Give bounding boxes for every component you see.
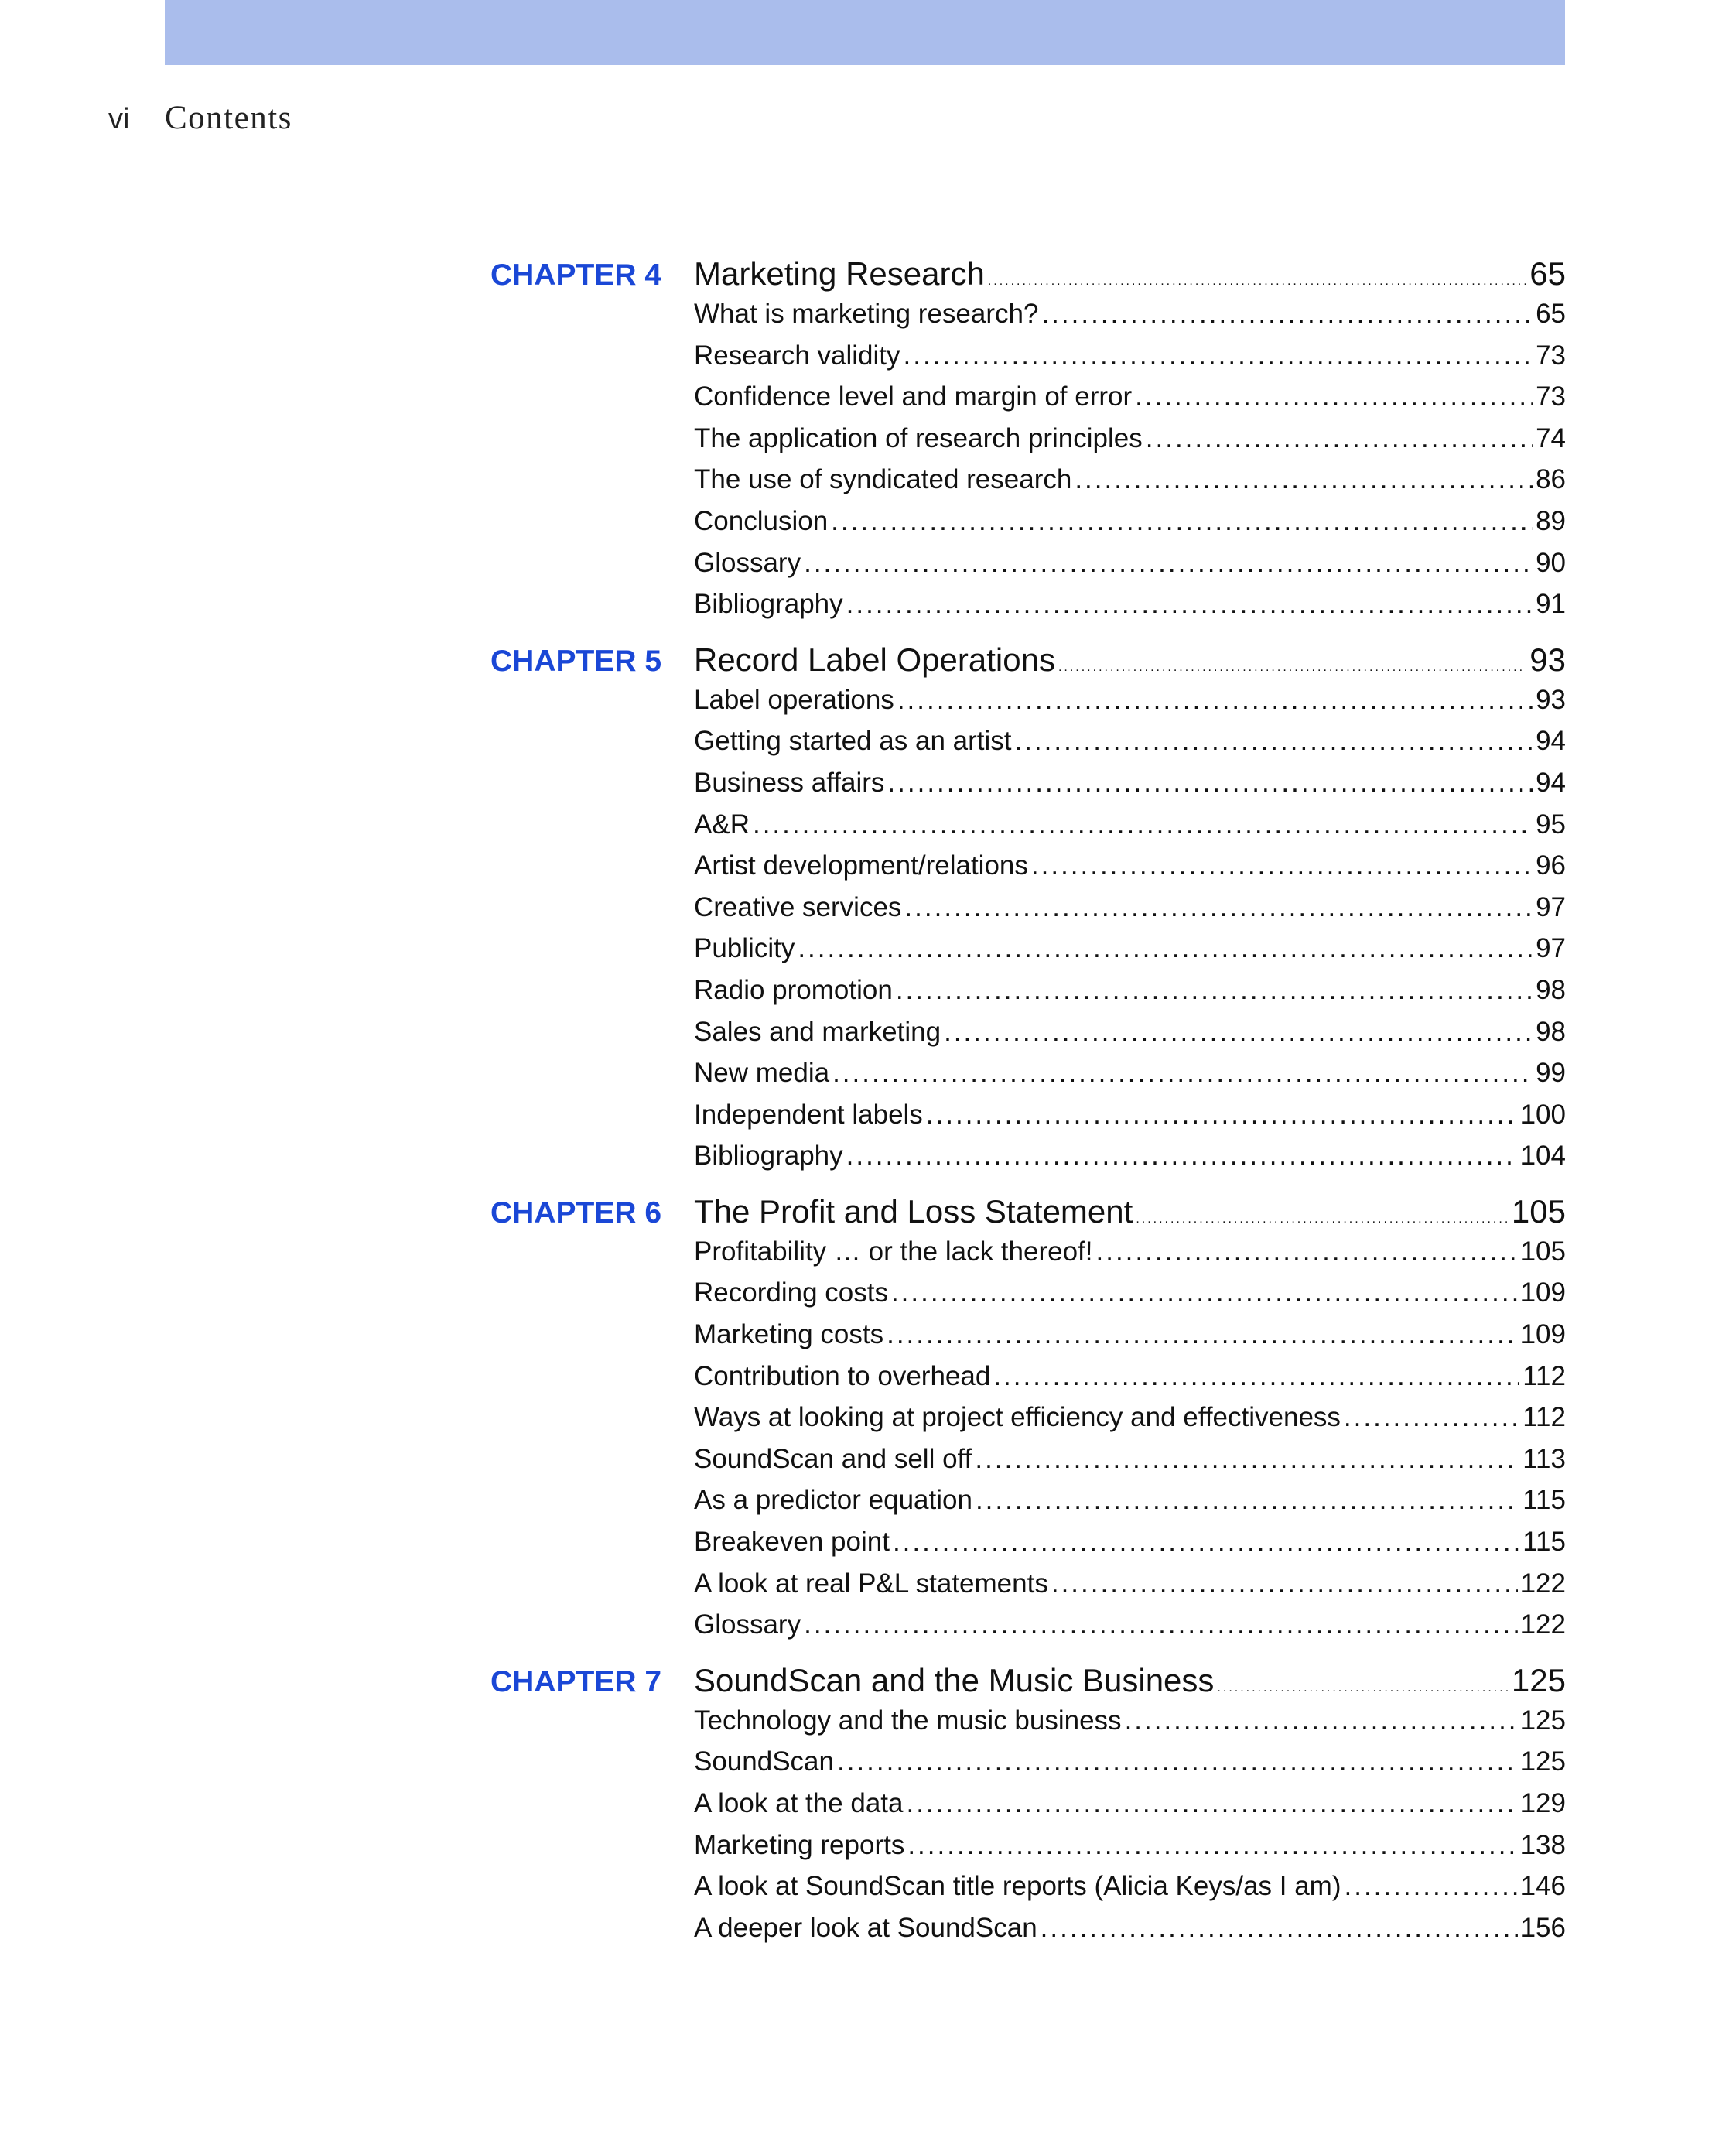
section-entry[interactable] <box>694 1746 1566 1788</box>
section-entry[interactable] <box>694 1058 1566 1100</box>
section-page-number: 94 <box>1536 726 1566 757</box>
dot-leader <box>975 1444 1519 1475</box>
running-head <box>108 99 292 145</box>
dot-leader <box>798 933 1533 964</box>
section-page-number: 98 <box>1536 1016 1566 1047</box>
section-entry[interactable] <box>694 1236 1566 1278</box>
section-entry[interactable] <box>694 1100 1566 1141</box>
section-page-number: 97 <box>1536 933 1566 964</box>
section-title: What is marketing research? <box>694 299 1039 329</box>
section-entry[interactable] <box>694 933 1566 975</box>
section-entry[interactable] <box>694 1871 1566 1913</box>
dot-leader <box>1146 423 1533 454</box>
section-title: Contribution to overhead <box>694 1360 991 1391</box>
section-page-number: 109 <box>1520 1319 1566 1350</box>
dot-leader <box>1031 850 1533 881</box>
section-page-number: 113 <box>1522 1443 1566 1474</box>
section-page-number: 112 <box>1522 1360 1566 1391</box>
section-title: SoundScan and sell off <box>694 1443 972 1474</box>
section-page-number: 86 <box>1536 464 1566 495</box>
chapter-title: SoundScan and the Music Business <box>694 1661 1215 1698</box>
dot-leader <box>1135 381 1533 412</box>
section-entry[interactable] <box>694 892 1566 934</box>
dot-leader <box>1217 1681 1509 1695</box>
dot-leader <box>837 1746 1518 1777</box>
dot-leader <box>907 1830 1517 1861</box>
section-page-number: 91 <box>1536 589 1566 620</box>
section-title: Creative services <box>694 891 902 922</box>
section-entry[interactable] <box>694 1788 1566 1830</box>
section-page-number: 115 <box>1522 1485 1566 1516</box>
section-title: A look at the data <box>694 1788 904 1818</box>
section-entry[interactable] <box>694 548 1566 590</box>
section-page-number: 73 <box>1536 340 1566 371</box>
chapter-label: CHAPTER 5 <box>490 644 662 678</box>
section-entry[interactable] <box>694 464 1566 506</box>
section-entry[interactable] <box>694 1830 1566 1872</box>
section-title: Label operations <box>694 684 894 715</box>
section-title: Glossary <box>694 1609 801 1640</box>
section-entry[interactable] <box>694 809 1566 851</box>
dot-leader <box>988 275 1526 289</box>
section-entry[interactable] <box>694 768 1566 809</box>
dot-leader <box>804 1609 1518 1640</box>
section-title: A look at real P&L statements <box>694 1568 1048 1599</box>
section-page-number: 89 <box>1536 505 1566 536</box>
section-page-number: 122 <box>1520 1609 1566 1640</box>
section-page-number: 99 <box>1536 1058 1566 1089</box>
section-entry[interactable] <box>694 299 1566 340</box>
section-title: Independent labels <box>694 1099 923 1130</box>
section-entry[interactable] <box>694 1609 1566 1651</box>
section-entry[interactable] <box>694 506 1566 548</box>
chapter-title: Marketing Research <box>694 255 985 292</box>
section-title: Getting started as an artist <box>694 726 1012 757</box>
dot-leader <box>944 1017 1533 1048</box>
section-entry[interactable] <box>694 1705 1566 1747</box>
section-title: Profitability … or the lack thereof! <box>694 1236 1093 1267</box>
section-page-number: 100 <box>1520 1099 1566 1130</box>
section-entry[interactable] <box>694 1913 1566 1955</box>
top-color-band <box>165 0 1565 65</box>
dot-leader <box>887 768 1533 799</box>
dot-leader <box>993 1361 1519 1392</box>
chapter-title: The Profit and Loss Statement <box>694 1192 1133 1230</box>
section-page-number: 73 <box>1536 381 1566 412</box>
section-entry[interactable] <box>694 975 1566 1017</box>
section-entry[interactable] <box>694 1568 1566 1610</box>
section-title: Marketing reports <box>694 1829 905 1860</box>
section-page-number: 93 <box>1536 684 1566 715</box>
section-page-number: 94 <box>1536 767 1566 798</box>
section-page-number: 105 <box>1520 1236 1566 1267</box>
section-title: Recording costs <box>694 1278 888 1308</box>
section-title: A deeper look at SoundScan <box>694 1912 1037 1943</box>
dot-leader <box>1345 1871 1518 1902</box>
section-page-number: 122 <box>1520 1568 1566 1599</box>
dot-leader <box>897 685 1533 716</box>
chapter-page-number: 93 <box>1529 641 1566 678</box>
section-title: Bibliography <box>694 589 843 620</box>
section-entry[interactable] <box>694 1278 1566 1319</box>
chapter-entry[interactable] <box>490 641 1566 685</box>
dot-leader <box>1041 1913 1518 1944</box>
section-entry[interactable] <box>694 423 1566 465</box>
dot-leader <box>1344 1402 1519 1433</box>
section-title: As a predictor equation <box>694 1485 972 1516</box>
section-title: Ways at looking at project efficiency and effectiveness <box>694 1402 1341 1433</box>
dot-leader <box>891 1278 1518 1308</box>
section-entry[interactable] <box>694 726 1566 768</box>
section-title: Business affairs <box>694 767 885 798</box>
section-entry[interactable] <box>694 850 1566 892</box>
dot-leader <box>846 1141 1518 1171</box>
dot-leader <box>1051 1568 1518 1599</box>
section-entry[interactable] <box>694 685 1566 727</box>
section-page-number: 138 <box>1520 1829 1566 1860</box>
dot-leader <box>753 809 1533 840</box>
dot-leader <box>976 1485 1519 1516</box>
section-page-number: 97 <box>1536 891 1566 922</box>
section-page-number: 112 <box>1522 1402 1566 1433</box>
section-page-number: 129 <box>1520 1788 1566 1818</box>
section-title: SoundScan <box>694 1746 834 1777</box>
section-entry[interactable] <box>694 340 1566 382</box>
dot-leader <box>906 1788 1517 1819</box>
chapter-title: Record Label Operations <box>694 641 1055 678</box>
dot-leader <box>904 892 1533 923</box>
dot-leader <box>1136 1213 1509 1226</box>
section-page-number: 109 <box>1520 1278 1566 1308</box>
section-title: Confidence level and margin of error <box>694 381 1133 412</box>
section-entry[interactable] <box>694 1444 1566 1486</box>
dot-leader <box>1041 299 1533 330</box>
section-entry[interactable] <box>694 1017 1566 1059</box>
section-page-number: 74 <box>1536 422 1566 453</box>
chapter-entry[interactable] <box>490 255 1566 299</box>
section-title: Glossary <box>694 547 801 578</box>
section-title: Artist development/relations <box>694 850 1028 881</box>
section-page-number: 115 <box>1522 1527 1566 1558</box>
chapter-label: CHAPTER 6 <box>490 1195 662 1230</box>
section-page-number: 146 <box>1520 1871 1566 1902</box>
dot-leader <box>893 1527 1519 1558</box>
dot-leader <box>1014 726 1533 757</box>
page-number: vi <box>108 103 130 135</box>
section-title: Sales and marketing <box>694 1016 941 1047</box>
dot-leader <box>1096 1236 1518 1267</box>
section-title: Marketing costs <box>694 1319 884 1350</box>
dot-leader <box>832 1058 1533 1089</box>
dot-leader <box>846 589 1533 620</box>
section-entry[interactable] <box>694 1527 1566 1568</box>
dot-leader <box>904 340 1533 371</box>
chapter-label: CHAPTER 4 <box>490 258 662 292</box>
section-page-number: 90 <box>1536 547 1566 578</box>
section-title: Research validity <box>694 340 900 371</box>
section-page-number: 96 <box>1536 850 1566 881</box>
section-entry[interactable] <box>694 381 1566 423</box>
section-title: Conclusion <box>694 505 829 536</box>
section-page-number: 65 <box>1536 299 1566 329</box>
section-title: Breakeven point <box>694 1527 890 1558</box>
dot-leader <box>926 1100 1518 1130</box>
section-page-number: 125 <box>1520 1746 1566 1777</box>
chapter-page-number: 105 <box>1511 1192 1566 1230</box>
section-page-number: 156 <box>1520 1912 1566 1943</box>
section-title: Technology and the music business <box>694 1705 1122 1736</box>
section-title: The application of research principles <box>694 422 1143 453</box>
section-title: Radio promotion <box>694 974 893 1005</box>
table-of-contents <box>490 255 1566 1954</box>
dot-leader <box>831 506 1533 537</box>
section-page-number: 104 <box>1520 1141 1566 1171</box>
section-entry[interactable] <box>694 1361 1566 1403</box>
dot-leader <box>1125 1705 1518 1736</box>
section-entry[interactable] <box>694 1141 1566 1182</box>
section-entry[interactable] <box>694 589 1566 631</box>
chapter-page-number: 125 <box>1511 1661 1566 1698</box>
dot-leader <box>1058 661 1526 675</box>
running-title: Contents <box>165 100 292 136</box>
dot-leader <box>896 975 1533 1006</box>
section-page-number: 95 <box>1536 809 1566 840</box>
section-entry[interactable] <box>694 1485 1566 1527</box>
dot-leader <box>804 548 1533 579</box>
chapter-entry[interactable] <box>490 1193 1566 1236</box>
section-title: A&R <box>694 809 750 840</box>
section-entry[interactable] <box>694 1319 1566 1361</box>
section-title: Publicity <box>694 933 795 964</box>
section-title: Bibliography <box>694 1141 843 1171</box>
chapter-label: CHAPTER 7 <box>490 1664 662 1698</box>
section-entry[interactable] <box>694 1402 1566 1444</box>
section-page-number: 98 <box>1536 974 1566 1005</box>
section-page-number: 125 <box>1520 1705 1566 1736</box>
dot-leader <box>1075 464 1533 495</box>
dot-leader <box>887 1319 1518 1350</box>
section-title: New media <box>694 1058 830 1089</box>
section-title: A look at SoundScan title reports (Alicia Keys/as I am) <box>694 1871 1341 1902</box>
section-title: The use of syndicated research <box>694 464 1072 495</box>
chapter-entry[interactable] <box>490 1662 1566 1705</box>
chapter-page-number: 65 <box>1529 255 1566 292</box>
